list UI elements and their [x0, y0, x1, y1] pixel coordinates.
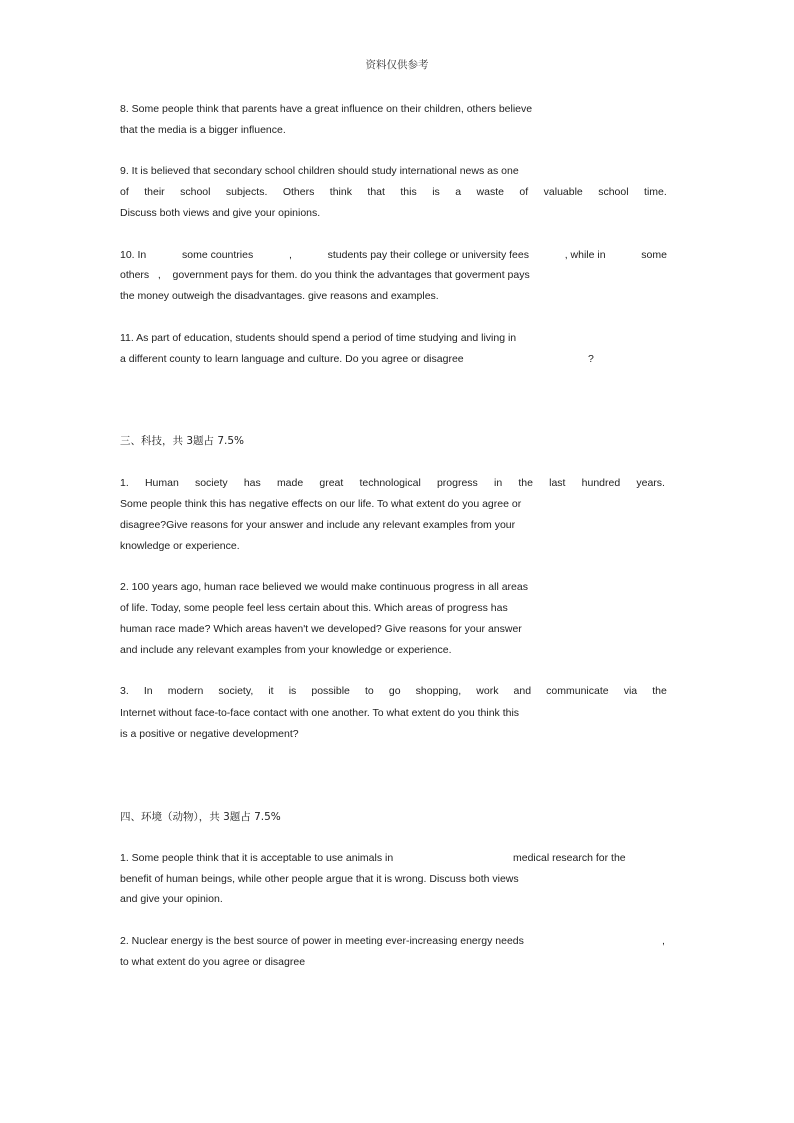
- q8-line-1: 8. Some people think that parents have a great influence on their children, others believe: [120, 103, 533, 115]
- word: this: [400, 186, 417, 198]
- word: some: [641, 249, 667, 261]
- q11-line-2: a different county to learn language and culture. Do you agree or disagree: [120, 353, 464, 365]
- word: In: [143, 685, 153, 697]
- word: waste: [476, 186, 504, 198]
- q8-line-2: that the media is a bigger influence.: [120, 124, 286, 136]
- word: progress: [436, 477, 478, 489]
- word: hundred: [581, 477, 621, 489]
- word: is: [432, 186, 440, 198]
- s4q1-line-1b: medical research for the: [513, 852, 626, 864]
- word: via: [623, 685, 638, 697]
- q9-line-3: Discuss both views and give your opinions.: [120, 207, 321, 219]
- s3q3-line-2: Internet without face-to-face contact with one another. To what extent do you think this: [120, 707, 520, 719]
- word: society: [194, 477, 228, 489]
- word: it: [268, 685, 274, 697]
- s3q2-line-2: of life. Today, some people feel less certain about this. Which areas of progress has: [120, 602, 508, 614]
- word: a: [455, 186, 462, 198]
- s4q2-comma: ,: [662, 935, 665, 947]
- word: their: [144, 186, 165, 198]
- q9-line-2: [120, 185, 667, 199]
- word: that: [367, 186, 385, 198]
- word: time.: [644, 186, 667, 198]
- s3q2-line-3: human race made? Which areas haven't we developed? Give reasons for your answer: [120, 623, 522, 635]
- word: ,: [288, 249, 292, 261]
- word: to: [365, 685, 374, 697]
- word: students pay their college or university fees: [327, 249, 529, 261]
- word: valuable: [543, 186, 583, 198]
- s4q1-line-2: benefit of human beings, while other people argue that it is wrong. Discuss both views: [120, 873, 519, 885]
- word: 10. In: [120, 249, 147, 261]
- word: 1.: [120, 477, 129, 489]
- word: communicate: [546, 685, 609, 697]
- q11-question-mark: ?: [588, 353, 594, 365]
- word: in: [493, 477, 503, 489]
- word: and: [513, 685, 532, 697]
- word: technological: [359, 477, 421, 489]
- word: has: [243, 477, 261, 489]
- s3q1-line-4: knowledge or experience.: [120, 540, 240, 552]
- page-header: 资料仅供参考: [365, 59, 429, 71]
- word: the: [652, 685, 667, 697]
- s3q1-line-2: Some people think this has negative effects on our life. To what extent do you agree or: [120, 498, 522, 510]
- word: shopping,: [415, 685, 462, 697]
- s3q2-line-4: and include any relevant examples from your knowledge or experience.: [120, 644, 452, 656]
- word: school: [180, 186, 211, 198]
- word: made: [276, 477, 304, 489]
- q11-line-1: 11. As part of education, students should spend a period of time studying and living in: [120, 332, 517, 344]
- word: 3.: [120, 685, 129, 697]
- s3q1-line-1: [120, 476, 665, 490]
- s4q2-line-2: to what extent do you agree or disagree: [120, 956, 306, 968]
- word: the: [518, 477, 533, 489]
- word: society,: [218, 685, 254, 697]
- s4q1-line-1a: 1. Some people think that it is acceptable to use animals in: [120, 852, 394, 864]
- section-3-heading: 三、科技，共 3题占 7.5%: [120, 435, 245, 447]
- word: go: [388, 685, 401, 697]
- word: , while in: [564, 249, 606, 261]
- word: work: [476, 685, 499, 697]
- word: think: [329, 186, 352, 198]
- word: of: [120, 186, 129, 198]
- s4q1-line-3: and give your opinion.: [120, 893, 223, 905]
- word: some countries: [182, 249, 254, 261]
- word: is: [288, 685, 297, 697]
- s3q3-line-1: [120, 684, 667, 698]
- word: school: [598, 186, 629, 198]
- q9-line-1: 9. It is believed that secondary school children should study international news as one: [120, 165, 519, 177]
- s4q2-line-1: 2. Nuclear energy is the best source of power in meeting ever-increasing energy needs: [120, 935, 524, 947]
- word: of: [519, 186, 529, 198]
- word: last: [549, 477, 566, 489]
- s3q2-line-1: 2. 100 years ago, human race believed we would make continuous progress in all areas: [120, 581, 528, 593]
- s3q3-line-3: is a positive or negative development?: [120, 728, 299, 740]
- q10-line-3: the money outweigh the disadvantages. give reasons and examples.: [120, 290, 439, 302]
- section-4-heading: 四、环境（动物），共 3题占 7.5%: [120, 811, 281, 823]
- word: great: [319, 477, 344, 489]
- s3q1-line-3: disagree?Give reasons for your answer and include any relevant examples from your: [120, 519, 516, 531]
- word: modern: [167, 685, 204, 697]
- q10-line-2: others , government pays for them. do you think the advantages that goverment pays: [120, 269, 530, 281]
- word: Others: [282, 186, 315, 198]
- word: subjects.: [225, 186, 268, 198]
- word: possible: [311, 685, 350, 697]
- word: Human: [144, 477, 179, 489]
- word: years.: [636, 477, 665, 489]
- q10-line-1: [120, 248, 667, 262]
